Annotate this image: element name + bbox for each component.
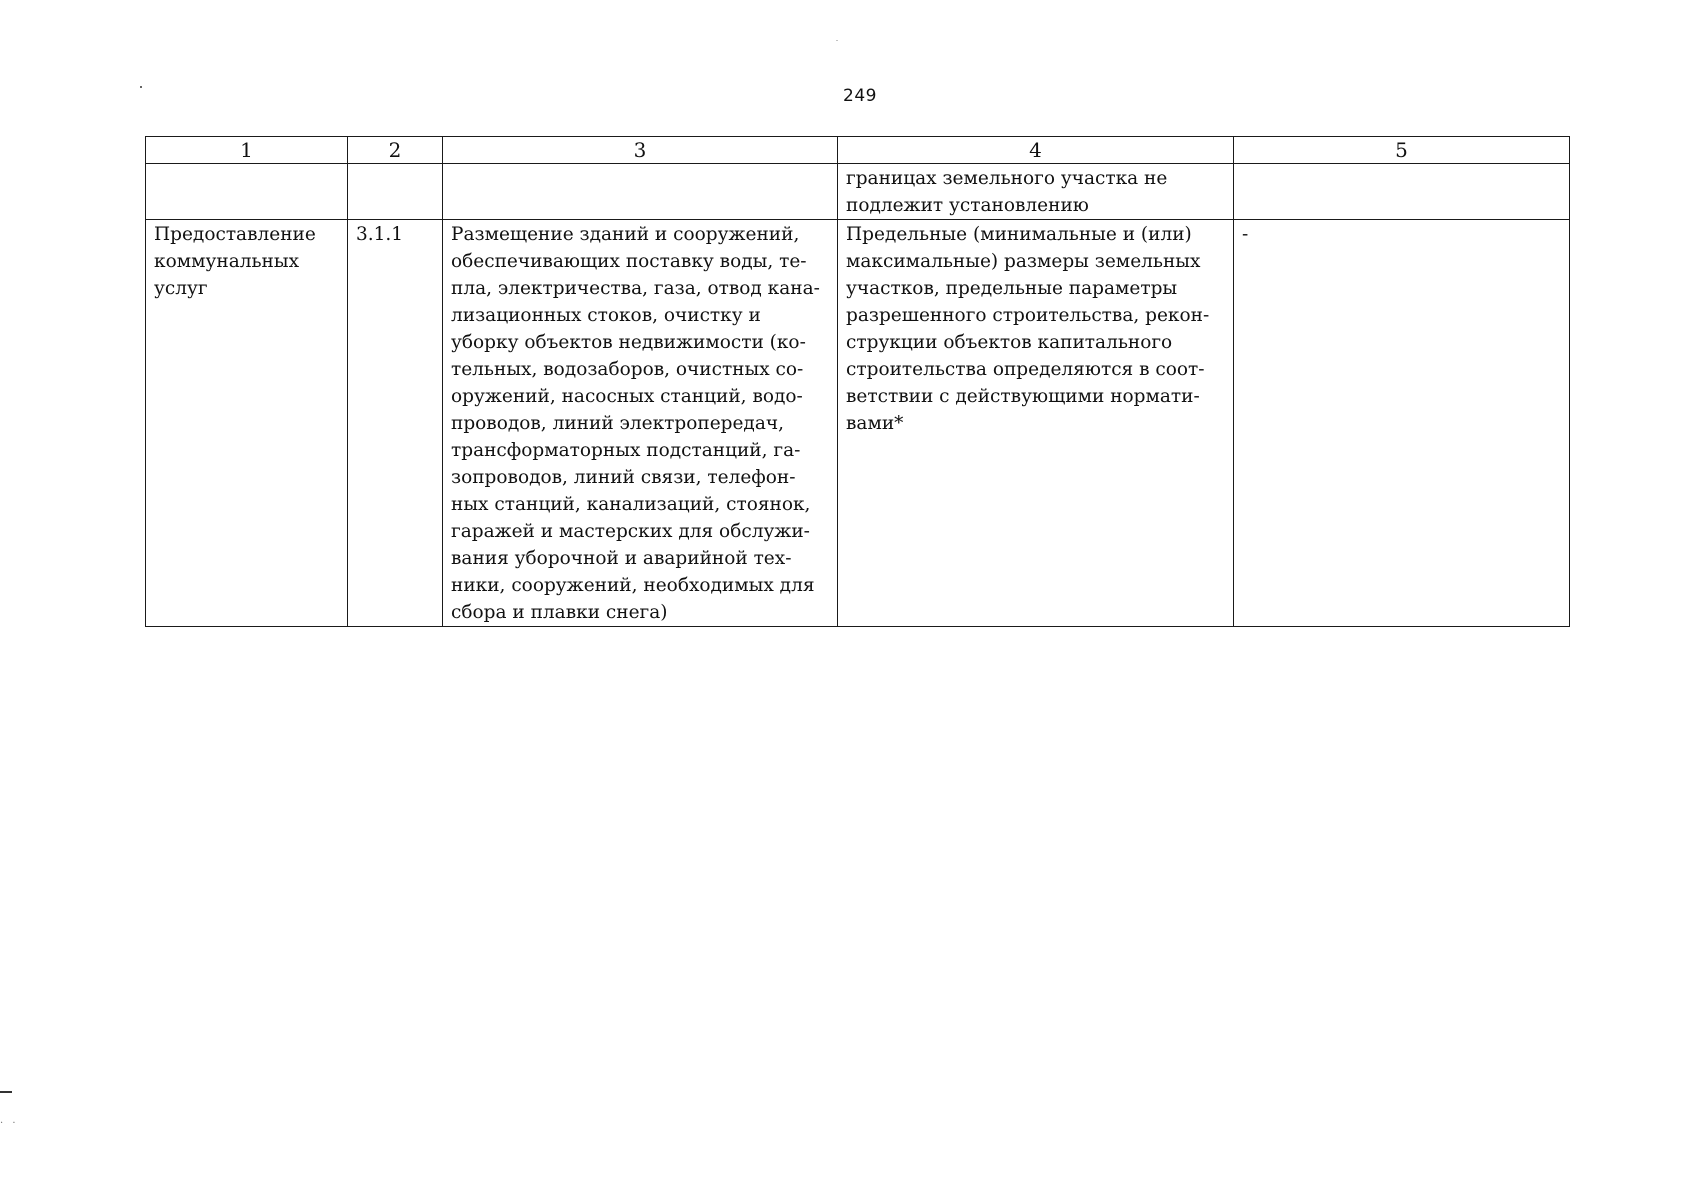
table-cell: [146, 164, 348, 220]
table-cell: [443, 164, 838, 220]
use-type-name: Предоставление коммунальных услуг: [154, 224, 316, 299]
use-type-description: Размещение зданий и сооружений, обеспечивающих поставку воды, те- пла, электричества, газа, отвод кана- лизационных стоков, очистку и уборку объектов недвижимости (ко- тельных, водозаборов, очистных со- оружений, насосных станций, водо- проводов, линий электропередач, трансформаторных подстанций, га- зопроводов, линий связи, телефон- ных станций, канализаций, стоянок, гаражей и мастерских для обслужи- вания уборочной и аварийной тех- ники, сооружений, необходимых для сбора и плавки снега): [451, 224, 820, 623]
scan-speck: [140, 86, 142, 88]
table-cell: [838, 164, 1234, 220]
scan-speck: [836, 40, 838, 41]
table-cell-parameters: [838, 220, 1234, 627]
column-number-header-row: [146, 137, 1570, 164]
scan-edge-mark: [0, 1091, 12, 1093]
column-header-5: 5: [1234, 137, 1570, 164]
table-row-utility-services: [146, 220, 1570, 627]
column-header-4: 4: [838, 137, 1234, 164]
cell-text: границах земельного участка не подлежит установлению: [846, 168, 1168, 216]
table-cell-code: [348, 220, 443, 627]
table-cell: [1234, 164, 1570, 220]
table-row-continuation: [146, 164, 1570, 220]
column-header-3: 3: [443, 137, 838, 164]
limit-parameters: Предельные (минимальные и (или) максимальные) размеры земельных участков, предельные параметры разрешенного строительства, рекон- струкции объектов капитального строительства определяются в соот- ветствии с действующими нормати- вами*: [846, 224, 1210, 434]
table-cell-use-type: [146, 220, 348, 627]
page-number: 249: [843, 86, 877, 106]
table-cell-restrictions: [1234, 220, 1570, 627]
column-header-2: 2: [348, 137, 443, 164]
restrictions-value: -: [1242, 224, 1249, 245]
regulations-table: [145, 136, 1570, 627]
scan-edge-dots: · ·: [0, 1118, 19, 1129]
column-header-1: 1: [146, 137, 348, 164]
use-type-code: 3.1.1: [356, 224, 404, 245]
table-cell-description: [443, 220, 838, 627]
table-cell: [348, 164, 443, 220]
